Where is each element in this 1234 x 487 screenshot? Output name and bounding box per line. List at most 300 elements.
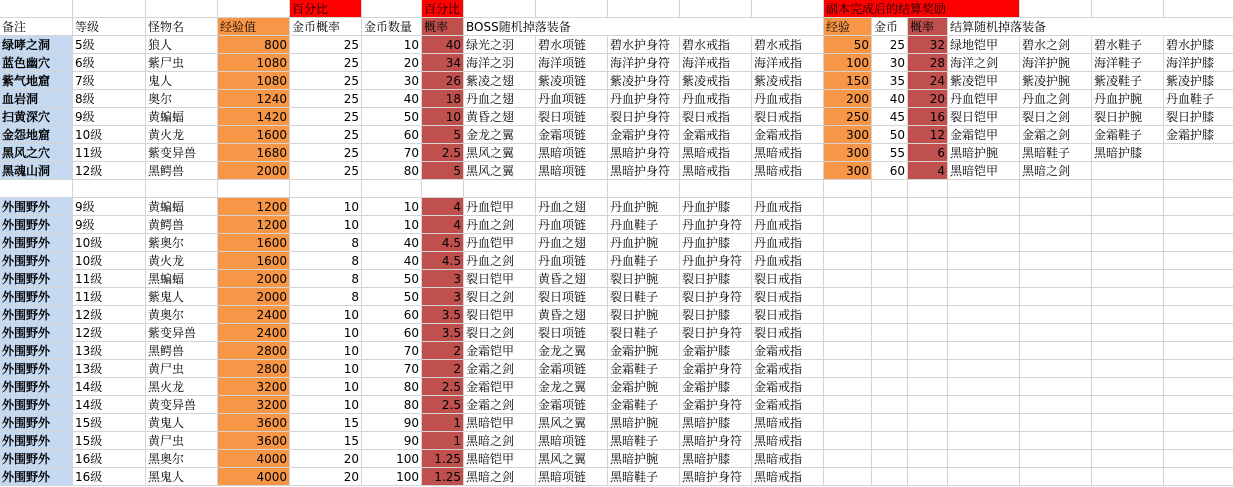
table-cell[interactable]: 2800 (218, 360, 290, 378)
table-cell[interactable]: 碧水项链 (536, 36, 608, 54)
empty-cell[interactable] (908, 180, 948, 198)
table-cell[interactable]: 13级 (73, 342, 146, 360)
table-cell[interactable]: 15级 (73, 414, 146, 432)
table-cell[interactable]: 2 (422, 360, 464, 378)
table-cell[interactable]: 10 (290, 396, 362, 414)
location-cell[interactable]: 外围野外 (0, 306, 73, 324)
empty-cell[interactable] (1020, 252, 1092, 270)
table-cell[interactable]: 金霜戒指 (680, 126, 752, 144)
table-cell[interactable]: 裂日项链 (536, 324, 608, 342)
table-cell[interactable]: 100 (824, 54, 872, 72)
table-cell[interactable]: 50 (824, 36, 872, 54)
empty-cell[interactable] (1092, 306, 1164, 324)
table-cell[interactable]: 丹血项链 (536, 90, 608, 108)
table-cell[interactable]: 50 (362, 270, 422, 288)
empty-cell[interactable] (908, 288, 948, 306)
table-cell[interactable]: 14级 (73, 378, 146, 396)
table-cell[interactable]: 25 (290, 162, 362, 180)
table-cell[interactable]: 碧水戒指 (752, 36, 824, 54)
empty-cell[interactable] (908, 468, 948, 486)
percent-label[interactable]: 百分比 (422, 0, 464, 18)
empty-cell[interactable] (908, 396, 948, 414)
empty-cell[interactable] (1020, 342, 1092, 360)
empty-cell[interactable] (1164, 396, 1234, 414)
table-cell[interactable]: 25 (872, 36, 908, 54)
empty-cell[interactable] (908, 360, 948, 378)
table-cell[interactable]: 55 (872, 144, 908, 162)
location-cell[interactable]: 外围野外 (0, 216, 73, 234)
table-cell[interactable]: 海洋之羽 (464, 54, 536, 72)
table-cell[interactable]: 黑暗护腕 (948, 144, 1020, 162)
table-cell[interactable]: 14级 (73, 396, 146, 414)
empty-cell[interactable] (1092, 468, 1164, 486)
table-cell[interactable]: 16 (908, 108, 948, 126)
table-cell[interactable]: 10级 (73, 234, 146, 252)
header-cell[interactable]: 概率 (422, 18, 464, 36)
table-cell[interactable]: 黑暗戒指 (752, 162, 824, 180)
empty-cell[interactable] (1020, 234, 1092, 252)
table-cell[interactable]: 8 (290, 288, 362, 306)
table-cell[interactable]: 4000 (218, 468, 290, 486)
empty-cell[interactable] (824, 342, 872, 360)
empty-cell[interactable] (872, 216, 908, 234)
table-cell[interactable]: 裂日护腕 (1092, 108, 1164, 126)
table-cell[interactable]: 紫凌项链 (536, 72, 608, 90)
empty-cell[interactable] (1164, 216, 1234, 234)
table-cell[interactable]: 海洋项链 (536, 54, 608, 72)
table-cell[interactable]: 26 (422, 72, 464, 90)
empty-cell[interactable] (824, 306, 872, 324)
table-cell[interactable]: 80 (362, 396, 422, 414)
empty-cell[interactable] (1092, 432, 1164, 450)
table-cell[interactable]: 黑暗鞋子 (1020, 144, 1092, 162)
empty-cell[interactable] (948, 198, 1020, 216)
table-cell[interactable]: 黄昏之翅 (536, 306, 608, 324)
table-cell[interactable]: 黑暗戒指 (752, 414, 824, 432)
table-cell[interactable]: 32 (908, 36, 948, 54)
empty-cell[interactable] (948, 252, 1020, 270)
empty-cell[interactable] (608, 180, 680, 198)
table-cell[interactable]: 碧水之剑 (1020, 36, 1092, 54)
empty-cell[interactable] (908, 306, 948, 324)
table-cell[interactable]: 海洋护身符 (608, 54, 680, 72)
table-cell[interactable]: 2.5 (422, 396, 464, 414)
empty-cell[interactable] (948, 414, 1020, 432)
table-cell[interactable]: 丹血之翅 (464, 90, 536, 108)
table-cell[interactable]: 黑暗铠甲 (464, 450, 536, 468)
table-cell[interactable]: 1080 (218, 54, 290, 72)
table-cell[interactable]: 黑暗护腕 (608, 414, 680, 432)
header-cell[interactable]: 怪物名 (146, 18, 218, 36)
table-cell[interactable]: 黄蝙蝠 (146, 108, 218, 126)
table-cell[interactable]: 丹血护膝 (680, 198, 752, 216)
table-cell[interactable]: 10 (362, 36, 422, 54)
table-cell[interactable]: 60 (362, 126, 422, 144)
empty-cell[interactable] (824, 432, 872, 450)
empty-cell[interactable] (290, 180, 362, 198)
empty-cell[interactable] (1164, 414, 1234, 432)
empty-cell[interactable] (1092, 324, 1164, 342)
location-cell[interactable]: 黑风之穴 (0, 144, 73, 162)
table-cell[interactable]: 金霜戒指 (752, 378, 824, 396)
table-cell[interactable]: 裂日戒指 (752, 288, 824, 306)
table-cell[interactable]: 碧水戒指 (680, 36, 752, 54)
table-cell[interactable]: 丹血铠甲 (948, 90, 1020, 108)
empty-cell[interactable] (464, 180, 536, 198)
table-cell[interactable]: 15 (290, 414, 362, 432)
empty-cell[interactable] (824, 234, 872, 252)
table-cell[interactable]: 裂日鞋子 (608, 288, 680, 306)
table-cell[interactable]: 紫凌护膝 (1164, 72, 1234, 90)
table-cell[interactable]: 裂日项链 (536, 108, 608, 126)
table-cell[interactable]: 金霜护身符 (608, 126, 680, 144)
table-cell[interactable]: 100 (362, 450, 422, 468)
empty-cell[interactable] (824, 288, 872, 306)
empty-cell[interactable] (1164, 270, 1234, 288)
location-cell[interactable]: 紫气地窟 (0, 72, 73, 90)
empty-cell[interactable] (908, 216, 948, 234)
empty-cell[interactable] (146, 0, 218, 18)
table-cell[interactable]: 黄火龙 (146, 126, 218, 144)
empty-cell[interactable] (872, 252, 908, 270)
header-cell[interactable]: 经验 (824, 18, 872, 36)
table-cell[interactable]: 10 (290, 306, 362, 324)
location-cell[interactable]: 蓝色幽穴 (0, 54, 73, 72)
table-cell[interactable]: 黑暗护身符 (680, 468, 752, 486)
empty-cell[interactable] (872, 198, 908, 216)
empty-cell[interactable] (872, 270, 908, 288)
empty-cell[interactable] (872, 378, 908, 396)
table-cell[interactable]: 黑暗鞋子 (608, 432, 680, 450)
table-cell[interactable]: 紫鬼人 (146, 288, 218, 306)
table-cell[interactable]: 海洋戒指 (680, 54, 752, 72)
empty-cell[interactable] (1164, 288, 1234, 306)
location-cell[interactable]: 扫黄深穴 (0, 108, 73, 126)
empty-cell[interactable] (680, 180, 752, 198)
empty-cell[interactable] (824, 270, 872, 288)
empty-cell[interactable] (1164, 198, 1234, 216)
empty-cell[interactable] (1164, 360, 1234, 378)
location-cell[interactable]: 外围野外 (0, 252, 73, 270)
empty-cell[interactable] (1092, 288, 1164, 306)
table-cell[interactable]: 黑暗护身符 (608, 144, 680, 162)
table-cell[interactable]: 紫凌之翅 (464, 72, 536, 90)
table-cell[interactable]: 紫凌护腕 (1020, 72, 1092, 90)
table-cell[interactable]: 丹血之剑 (1020, 90, 1092, 108)
empty-cell[interactable] (908, 270, 948, 288)
empty-cell[interactable] (680, 0, 752, 18)
empty-cell[interactable] (1092, 0, 1164, 18)
location-cell[interactable]: 外围野外 (0, 342, 73, 360)
empty-cell[interactable] (0, 180, 73, 198)
table-cell[interactable]: 3600 (218, 414, 290, 432)
table-cell[interactable]: 丹血戒指 (752, 234, 824, 252)
table-cell[interactable]: 黄昏之翅 (536, 270, 608, 288)
table-cell[interactable]: 黑蝙蝠 (146, 270, 218, 288)
empty-cell[interactable] (824, 324, 872, 342)
table-cell[interactable]: 丹血项链 (536, 216, 608, 234)
table-cell[interactable]: 4 (422, 198, 464, 216)
empty-cell[interactable] (872, 468, 908, 486)
empty-cell[interactable] (608, 0, 680, 18)
table-cell[interactable]: 40 (362, 252, 422, 270)
table-cell[interactable]: 4000 (218, 450, 290, 468)
table-cell[interactable]: 丹血鞋子 (608, 252, 680, 270)
empty-cell[interactable] (1164, 378, 1234, 396)
empty-cell[interactable] (1164, 342, 1234, 360)
header-cell[interactable]: 金币 (872, 18, 908, 36)
table-cell[interactable]: 金霜戒指 (752, 360, 824, 378)
table-cell[interactable]: 金霜铠甲 (464, 342, 536, 360)
table-cell[interactable]: 3.5 (422, 306, 464, 324)
table-cell[interactable]: 3 (422, 288, 464, 306)
table-cell[interactable]: 黑暗铠甲 (464, 414, 536, 432)
empty-cell[interactable] (1092, 180, 1164, 198)
empty-cell[interactable] (1020, 360, 1092, 378)
empty-cell[interactable] (752, 180, 824, 198)
empty-cell[interactable] (1020, 288, 1092, 306)
table-cell[interactable]: 60 (362, 324, 422, 342)
table-cell[interactable]: 金霜护身符 (680, 360, 752, 378)
table-cell[interactable]: 黑暗戒指 (680, 162, 752, 180)
table-cell[interactable]: 90 (362, 414, 422, 432)
header-cell[interactable]: 金币数量 (362, 18, 422, 36)
empty-cell[interactable] (824, 414, 872, 432)
table-cell[interactable]: 紫变异兽 (146, 324, 218, 342)
empty-cell[interactable] (752, 0, 824, 18)
location-cell[interactable]: 外围野外 (0, 234, 73, 252)
table-cell[interactable]: 黑风之翼 (464, 144, 536, 162)
table-cell[interactable]: 丹血铠甲 (464, 234, 536, 252)
header-cell[interactable]: BOSS随机掉落装备 (464, 18, 824, 36)
empty-cell[interactable] (908, 450, 948, 468)
table-cell[interactable]: 20 (290, 450, 362, 468)
table-cell[interactable]: 3200 (218, 378, 290, 396)
table-cell[interactable]: 80 (362, 378, 422, 396)
table-cell[interactable]: 黄火龙 (146, 252, 218, 270)
location-cell[interactable]: 绿哮之洞 (0, 36, 73, 54)
table-cell[interactable]: 4.5 (422, 252, 464, 270)
location-cell[interactable]: 外围野外 (0, 324, 73, 342)
table-cell[interactable]: 金霜项链 (536, 396, 608, 414)
table-cell[interactable]: 金龙之翼 (536, 378, 608, 396)
table-cell[interactable]: 3 (422, 270, 464, 288)
table-cell[interactable]: 金霜护膝 (1164, 126, 1234, 144)
table-cell[interactable]: 10 (290, 360, 362, 378)
table-cell[interactable]: 100 (362, 468, 422, 486)
table-cell[interactable]: 金霜护身符 (680, 396, 752, 414)
empty-cell[interactable] (1020, 378, 1092, 396)
table-cell[interactable]: 海洋戒指 (752, 54, 824, 72)
table-cell[interactable]: 3.5 (422, 324, 464, 342)
empty-cell[interactable] (1020, 0, 1092, 18)
empty-cell[interactable] (948, 450, 1020, 468)
table-cell[interactable]: 60 (872, 162, 908, 180)
table-cell[interactable]: 金霜铠甲 (464, 378, 536, 396)
location-cell[interactable]: 血岩洞 (0, 90, 73, 108)
empty-cell[interactable] (1092, 198, 1164, 216)
header-cell[interactable]: 备注 (0, 18, 73, 36)
table-cell[interactable]: 金霜护腕 (608, 342, 680, 360)
table-cell[interactable]: 金霜之剑 (464, 360, 536, 378)
table-cell[interactable]: 紫凌鞋子 (1092, 72, 1164, 90)
empty-cell[interactable] (1164, 0, 1234, 18)
table-cell[interactable]: 裂日项链 (536, 288, 608, 306)
table-cell[interactable]: 裂日鞋子 (608, 324, 680, 342)
table-cell[interactable]: 金霜戒指 (752, 126, 824, 144)
table-cell[interactable]: 金霜戒指 (752, 396, 824, 414)
table-cell[interactable]: 1680 (218, 144, 290, 162)
table-cell[interactable]: 1600 (218, 126, 290, 144)
empty-cell[interactable] (1020, 198, 1092, 216)
table-cell[interactable]: 奥尔 (146, 90, 218, 108)
table-cell[interactable]: 金霜护腕 (608, 378, 680, 396)
table-cell[interactable]: 8 (290, 252, 362, 270)
table-cell[interactable]: 10 (422, 108, 464, 126)
table-cell[interactable]: 裂日护身符 (680, 288, 752, 306)
empty-cell[interactable] (1020, 270, 1092, 288)
table-cell[interactable]: 金龙之翼 (464, 126, 536, 144)
table-cell[interactable]: 1.25 (422, 468, 464, 486)
table-cell[interactable]: 12级 (73, 162, 146, 180)
table-cell[interactable]: 丹血之翅 (536, 198, 608, 216)
location-cell[interactable]: 外围野外 (0, 378, 73, 396)
empty-cell[interactable] (872, 342, 908, 360)
table-cell[interactable]: 8 (290, 234, 362, 252)
table-cell[interactable]: 黑鬼人 (146, 468, 218, 486)
table-cell[interactable]: 金霜鞋子 (608, 360, 680, 378)
table-cell[interactable]: 紫凌戒指 (680, 72, 752, 90)
table-cell[interactable]: 裂日戒指 (680, 108, 752, 126)
table-cell[interactable]: 丹血护身符 (680, 252, 752, 270)
table-cell[interactable]: 黑风之翼 (536, 414, 608, 432)
table-cell[interactable]: 50 (362, 108, 422, 126)
table-cell[interactable]: 裂日戒指 (752, 270, 824, 288)
table-cell[interactable]: 黑暗护膝 (680, 414, 752, 432)
table-cell[interactable]: 裂日戒指 (752, 108, 824, 126)
table-cell[interactable]: 黑鳄兽 (146, 162, 218, 180)
table-cell[interactable]: 6 (908, 144, 948, 162)
table-cell[interactable]: 金霜戒指 (752, 342, 824, 360)
table-cell[interactable]: 黑暗之剑 (1020, 162, 1092, 180)
empty-cell[interactable] (908, 378, 948, 396)
table-cell[interactable]: 金霜铠甲 (948, 126, 1020, 144)
table-cell[interactable]: 45 (872, 108, 908, 126)
table-cell[interactable]: 25 (290, 54, 362, 72)
table-cell[interactable]: 11级 (73, 288, 146, 306)
table-cell[interactable]: 黑暗护身符 (608, 162, 680, 180)
table-cell[interactable]: 10 (290, 378, 362, 396)
table-cell[interactable]: 绿地铠甲 (948, 36, 1020, 54)
empty-cell[interactable] (536, 180, 608, 198)
empty-cell[interactable] (948, 288, 1020, 306)
table-cell[interactable]: 8级 (73, 90, 146, 108)
empty-cell[interactable] (908, 324, 948, 342)
table-cell[interactable]: 24 (908, 72, 948, 90)
table-cell[interactable]: 300 (824, 126, 872, 144)
table-cell[interactable]: 黑暗项链 (536, 468, 608, 486)
empty-cell[interactable] (1092, 252, 1164, 270)
table-cell[interactable]: 黑暗鞋子 (608, 468, 680, 486)
empty-cell[interactable] (824, 180, 872, 198)
table-cell[interactable]: 丹血戒指 (752, 90, 824, 108)
empty-cell[interactable] (824, 378, 872, 396)
empty-cell[interactable] (824, 396, 872, 414)
table-cell[interactable]: 6级 (73, 54, 146, 72)
empty-cell[interactable] (73, 180, 146, 198)
table-cell[interactable]: 10 (290, 198, 362, 216)
empty-cell[interactable] (1020, 468, 1092, 486)
table-cell[interactable]: 黑暗戒指 (680, 144, 752, 162)
empty-cell[interactable] (464, 0, 536, 18)
empty-cell[interactable] (872, 324, 908, 342)
table-cell[interactable]: 15级 (73, 432, 146, 450)
empty-cell[interactable] (362, 180, 422, 198)
empty-cell[interactable] (948, 216, 1020, 234)
empty-cell[interactable] (536, 0, 608, 18)
table-cell[interactable]: 丹血护身符 (608, 90, 680, 108)
table-cell[interactable]: 黄蝙蝠 (146, 198, 218, 216)
table-cell[interactable]: 34 (422, 54, 464, 72)
table-cell[interactable]: 紫变异兽 (146, 144, 218, 162)
table-cell[interactable]: 黑暗铠甲 (948, 162, 1020, 180)
table-cell[interactable]: 3600 (218, 432, 290, 450)
table-cell[interactable]: 1.25 (422, 450, 464, 468)
table-cell[interactable]: 40 (362, 234, 422, 252)
table-cell[interactable]: 裂日护膝 (680, 306, 752, 324)
table-cell[interactable]: 丹血铠甲 (464, 198, 536, 216)
header-cell[interactable]: 结算随机掉落装备 (948, 18, 1234, 36)
table-cell[interactable]: 裂日铠甲 (948, 108, 1020, 126)
table-cell[interactable]: 800 (218, 36, 290, 54)
empty-cell[interactable] (872, 450, 908, 468)
empty-cell[interactable] (218, 180, 290, 198)
table-cell[interactable]: 4 (908, 162, 948, 180)
header-cell[interactable]: 等级 (73, 18, 146, 36)
empty-cell[interactable] (1020, 180, 1092, 198)
table-cell[interactable]: 2400 (218, 306, 290, 324)
table-cell[interactable]: 70 (362, 144, 422, 162)
header-cell[interactable]: 金币概率 (290, 18, 362, 36)
table-cell[interactable]: 黄尸虫 (146, 432, 218, 450)
table-cell[interactable]: 25 (290, 108, 362, 126)
table-cell[interactable]: 绿光之羽 (464, 36, 536, 54)
table-cell[interactable]: 裂日之剑 (464, 324, 536, 342)
table-cell[interactable]: 裂日护膝 (1164, 108, 1234, 126)
empty-cell[interactable] (1092, 234, 1164, 252)
table-cell[interactable]: 7级 (73, 72, 146, 90)
table-cell[interactable]: 金霜护膝 (680, 342, 752, 360)
table-cell[interactable]: 4 (422, 216, 464, 234)
table-cell[interactable]: 丹血护腕 (608, 198, 680, 216)
table-cell[interactable]: 黑暗项链 (536, 162, 608, 180)
table-cell[interactable]: 200 (824, 90, 872, 108)
table-cell[interactable]: 300 (824, 162, 872, 180)
table-cell[interactable]: 丹血戒指 (752, 252, 824, 270)
table-cell[interactable]: 70 (362, 342, 422, 360)
table-cell[interactable]: 丹血护腕 (1092, 90, 1164, 108)
table-cell[interactable]: 黑暗护身符 (680, 432, 752, 450)
table-cell[interactable]: 丹血之翅 (536, 234, 608, 252)
table-cell[interactable]: 40 (872, 90, 908, 108)
table-cell[interactable]: 金霜项链 (536, 126, 608, 144)
table-cell[interactable]: 黑火龙 (146, 378, 218, 396)
location-cell[interactable]: 黑魂山洞 (0, 162, 73, 180)
table-cell[interactable]: 丹血戒指 (752, 198, 824, 216)
table-cell[interactable]: 黑暗项链 (536, 144, 608, 162)
table-cell[interactable]: 黑暗戒指 (752, 432, 824, 450)
table-cell[interactable]: 裂日护腕 (608, 270, 680, 288)
